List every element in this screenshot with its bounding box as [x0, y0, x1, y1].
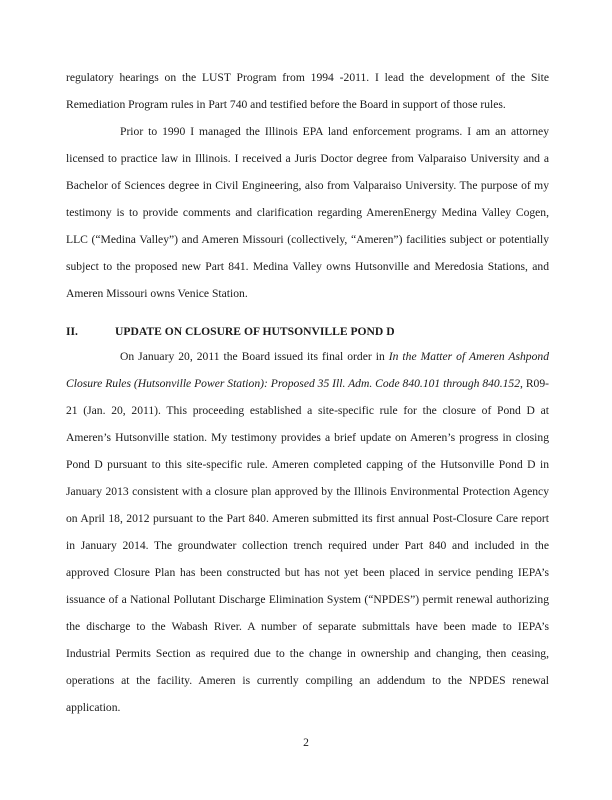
paragraph-hutsonville-update — [66, 343, 549, 721]
page-number: 2 — [303, 736, 309, 749]
paragraph-lust-program: regulatory hearings on the LUST Program from 1994 -2011. I lead the development of the Site Remediation Program rules in Part 740 and testified before the Board in support of those rules. — [66, 71, 549, 111]
para3-rest: , R09-21 (Jan. 20, 2011). This proceeding established a site-specific rule for the closure of Pond D at Ameren’s Hutsonville station. My testimony provides a brief update on Ameren’s progress in closing Pond D pursuant to this site-specific rule. Ameren completed capping of the Hutsonville Pond D in January 2013 consistent with a closure plan approved by the Illinois Environmental Protection Agency on April 18, 2012 pursuant to the Part 840. Ameren submitted its first annual Post-Closure Care report in January 2014. The groundwater collection trench required under Part 840 and included in the approved Closure Plan has been constructed but has not yet been placed in service pending IEPA’s issuance of a National Pollutant Discharge Elimination System (“NPDES”) permit renewal authorizing the discharge to the Wabash River. A number of separate submittals have been made to IEPA’s Industrial Permits Section as required due to the change in ownership and changing, then ceasing, operations at the facility. Ameren is currently compiling an addendum to the NPDES renewal application. — [66, 377, 550, 714]
section-title: UPDATE ON CLOSURE OF HUTSONVILLE POND D — [115, 325, 395, 338]
section-heading — [66, 318, 549, 345]
section-number: II. — [66, 325, 78, 338]
case-citation: In the Matter of Ameren Ashpond Closure Rules (Hutsonville Power Station): Proposed 35 Ill. Adm. Code 840.101 through 840.152 — [66, 350, 549, 390]
para3-lead: On January 20, 2011 the Board issued its final order in — [120, 350, 389, 363]
paragraph-background: Prior to 1990 I managed the Illinois EPA land enforcement programs. I am an attorney licensed to practice law in Illinois. I received a Juris Doctor degree from Valparaiso University and a Bachelor of Sciences degree in Civil Engineering, also from Valparaiso University. The purpose of my testimony is to provide comments and clarification regarding AmerenEnergy Medina Valley Cogen, LLC (“Medina Valley”) and Ameren Missouri (collectively, “Ameren”) facilities subject or potentially subject to the proposed new Part 841. Medina Valley owns Hutsonville and Meredosia Stations, and Ameren Missouri owns Venice Station. — [66, 125, 549, 300]
